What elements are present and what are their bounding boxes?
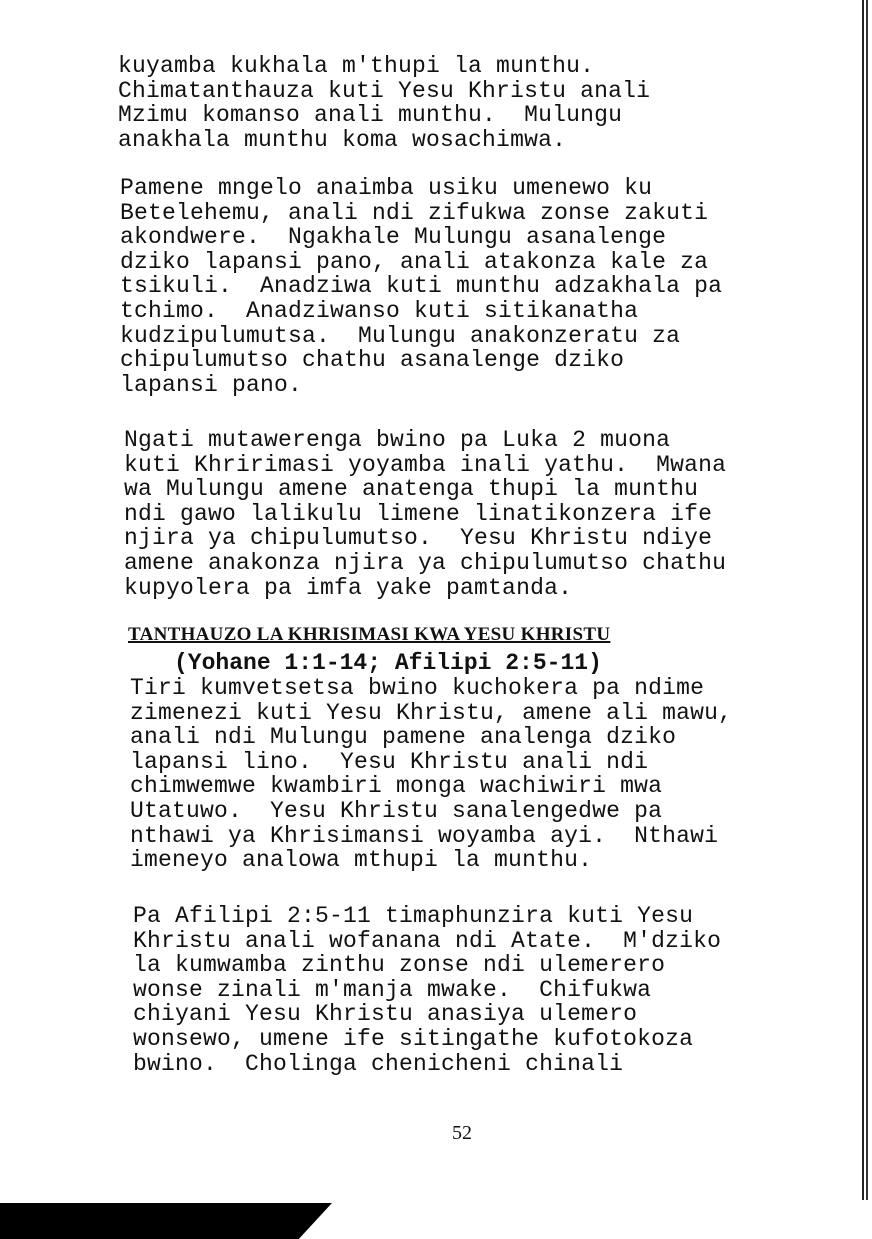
paragraph-1: kuyamba kukhala m'thupi la munthu. Chimatanthauza kuti Yesu Khristu anali Mzimu komanso anali munthu. Mulungu anakhala munthu koma wosachimwa.: [118, 53, 651, 153]
scan-shadow-bottom: [0, 1203, 332, 1239]
page-number: 52: [452, 1122, 472, 1144]
paragraph-5: Pa Afilipi 2:5-11 timaphunzira kuti Yesu Khristu anali wofanana ndi Atate. M'dziko la kumwamba zinthu zonse ndi ulemerero wonse zinali m'manja mwake. Chifukwa chiyani Yesu Khristu anasiya ulemero wonsewo, umene ife sitingathe kufotokoza bwino. Cholinga chenicheni chinali: [133, 903, 722, 1077]
scan-edge-right: [860, 0, 872, 1200]
section-reference: (Yohane 1:1-14; Afilipi 2:5-11): [174, 650, 602, 676]
paragraph-4: Tiri kumvetsetsa bwino kuchokera pa ndime zimenezi kuti Yesu Khristu, amene ali mawu, anali ndi Mulungu pamene analenga dziko lapansi lino. Yesu Khristu anali ndi chimwemwe kwambiri monga wachiwiri mwa Utatuwo. Yesu Khristu sanalengedwe pa nthawi ya Khrisimansi woyamba ayi. Nthawi imeneyo analowa mthupi la munthu.: [130, 675, 733, 874]
paragraph-3: Ngati mutawerenga bwino pa Luka 2 muona kuti Khririmasi yoyamba inali yathu. Mwana wa Mulungu amene anatenga thupi la munthu ndi gawo lalikulu limene linatikonzera ife njira ya chipulumutso. Yesu Khristu ndiye amene anakonza njira ya chipulumutso chathu kupyolera pa imfa yake pamtanda.: [124, 427, 727, 601]
section-heading: TANTHAUZO LA KHRISIMASI KWA YESU KHRISTU: [128, 624, 611, 645]
paragraph-2: Pamene mngelo anaimba usiku umenewo ku Betelehemu, anali ndi zifukwa zonse zakuti akondwere. Ngakhale Mulungu asanalenge dziko lapansi pano, anali atakonza kale za tsikuli. Anadziwa kuti munthu adzakhala pa tchimo. Anadziwanso kuti sitikanatha kudzipulumutsa. Mulungu anakonzeratu za chipulumutso chathu asanalenge dziko lapansi pano.: [120, 175, 723, 398]
